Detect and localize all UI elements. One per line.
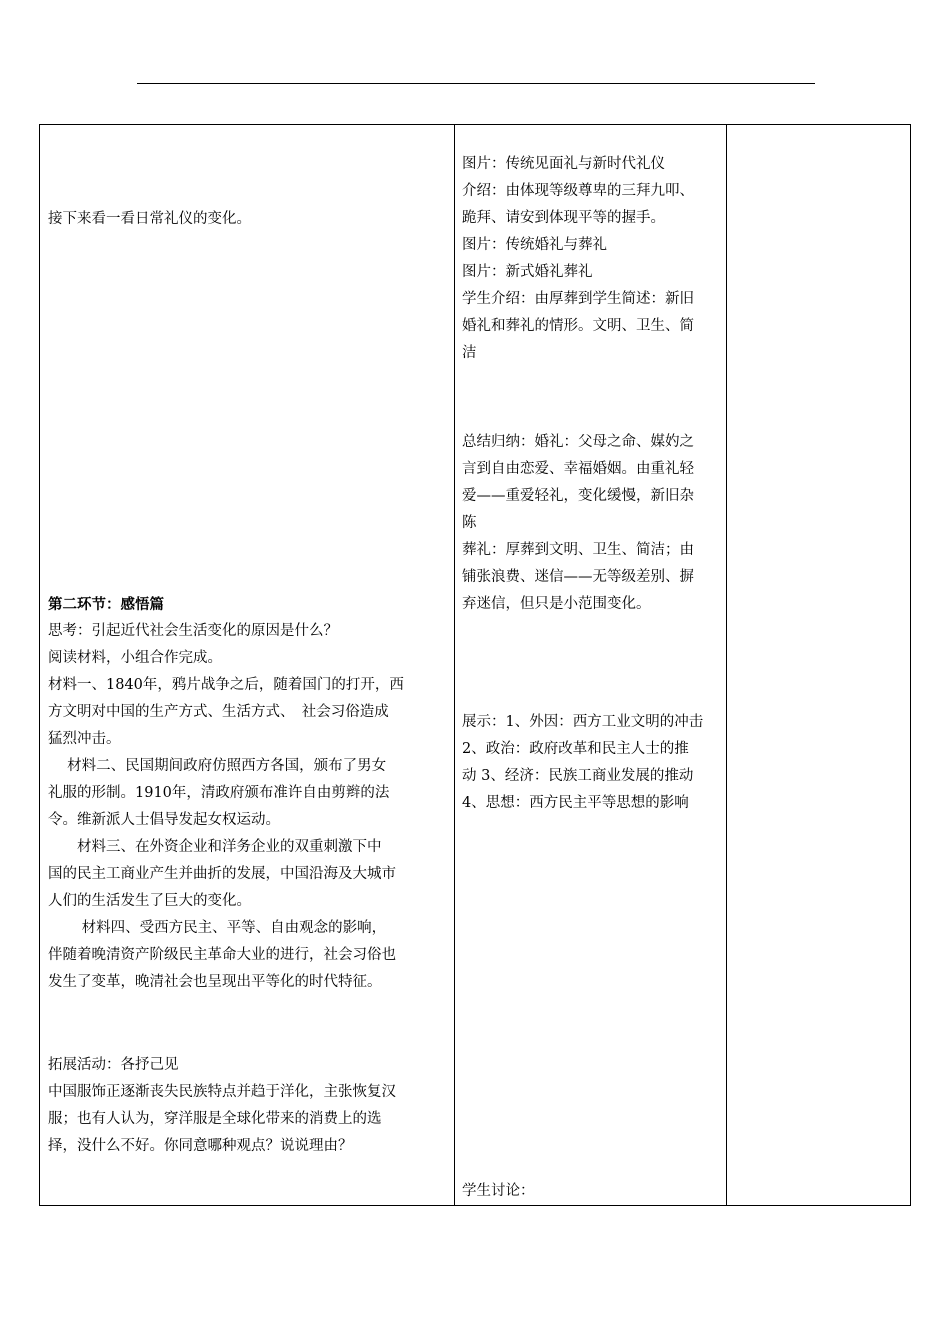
summary-line: 弃迷信，但只是小范围变化。 — [462, 596, 651, 612]
etiquette-line: 图片：传统见面礼与新时代礼仪 — [462, 156, 665, 172]
display-line: 4、思想：西方民主平等思想的影响 — [462, 795, 689, 811]
etiquette-line: 介绍：由体现等级尊卑的三拜九叩、 — [462, 183, 694, 199]
display-line: 2、政治：政府改革和民主人士的推 — [462, 741, 689, 757]
material-line: 礼服的形制。1910年，清政府颁布准许自由剪辫的法 — [48, 785, 390, 801]
notes-column — [734, 125, 904, 1205]
material-line: 方文明对中国的生产方式、生活方式、 社会习俗造成 — [48, 704, 389, 720]
etiquette-line: 洁 — [462, 345, 477, 361]
section-block — [48, 591, 448, 996]
material-line: 令。维新派人士倡导发起女权运动。 — [48, 812, 280, 828]
material-line: 伴随着晚清资产阶级民主革命大业的进行，社会习俗也 — [48, 947, 396, 963]
extension-title: 拓展活动：各抒己见 — [48, 1057, 179, 1073]
student-column — [462, 125, 726, 1205]
summary-line: 陈 — [462, 515, 477, 531]
lesson-table — [39, 124, 911, 1206]
etiquette-line: 图片：传统婚礼与葬礼 — [462, 237, 607, 253]
material-line: 材料四、受西方民主、平等、自由观念的影响， — [48, 920, 387, 936]
summary-line: 葬礼：厚葬到文明、卫生、简洁；由 — [462, 542, 694, 558]
column-divider-1 — [454, 125, 455, 1205]
extension-line: 服；也有人认为，穿洋服是全球化带来的消费上的选 — [48, 1111, 382, 1127]
display-block — [462, 709, 726, 817]
material-line: 材料二、民国期间政府仿照西方各国，颁布了男女 — [48, 758, 387, 774]
material-line: 材料一、1840年，鸦片战争之后，随着国门的打开，西 — [48, 677, 404, 693]
extension-line: 中国服饰正逐渐丧失民族特点并趋于洋化，主张恢复汉 — [48, 1084, 396, 1100]
material-line: 发生了变革，晚清社会也呈现出平等化的时代特征。 — [48, 974, 382, 990]
material-line: 猛烈冲击。 — [48, 731, 121, 747]
material-line: 人们的生活发生了巨大的变化。 — [48, 893, 251, 909]
read-instruction: 阅读材料，小组合作完成。 — [48, 650, 222, 666]
extension-line: 择，没什么不好。你同意哪种观点？说说理由？ — [48, 1138, 353, 1154]
discussion-block — [462, 1178, 726, 1205]
display-line: 展示：1、外因：西方工业文明的冲击 — [462, 714, 704, 730]
summary-line: 总结归纳：婚礼：父母之命、媒妁之 — [462, 434, 694, 450]
etiquette-line: 跪拜、请安到体现平等的握手。 — [462, 210, 665, 226]
etiquette-line: 图片：新式婚礼葬礼 — [462, 264, 593, 280]
summary-line: 言到自由恋爱、幸福婚姻。由重礼轻 — [462, 461, 694, 477]
summary-line: 铺张浪费、迷信——无等级差别、摒 — [462, 569, 694, 585]
extension-block — [48, 1052, 448, 1160]
display-line: 动 3、经济：民族工商业发展的推动 — [462, 768, 694, 784]
section-title: 第二环节：感悟篇 — [48, 596, 164, 613]
intro-block — [48, 206, 448, 233]
etiquette-line: 学生介绍：由厚葬到学生简述：新旧 — [462, 291, 694, 307]
intro-text: 接下来看一看日常礼仪的变化。 — [48, 211, 251, 227]
material-line: 国的民主工商业产生并曲折的发展，中国沿海及大城市 — [48, 866, 396, 882]
summary-line: 爱——重爱轻礼，变化缓慢，新旧杂 — [462, 488, 694, 504]
header-rule — [137, 83, 815, 84]
material-line: 材料三、在外资企业和洋务企业的双重刺激下中 — [48, 839, 382, 855]
etiquette-block — [462, 151, 726, 367]
summary-block — [462, 429, 726, 618]
discussion-text: 学生讨论： — [462, 1183, 535, 1199]
etiquette-line: 婚礼和葬礼的情形。文明、卫生、简 — [462, 318, 694, 334]
teacher-column — [48, 125, 448, 1205]
think-question: 思考：引起近代社会生活变化的原因是什么？ — [48, 623, 338, 639]
column-divider-2 — [726, 125, 727, 1205]
